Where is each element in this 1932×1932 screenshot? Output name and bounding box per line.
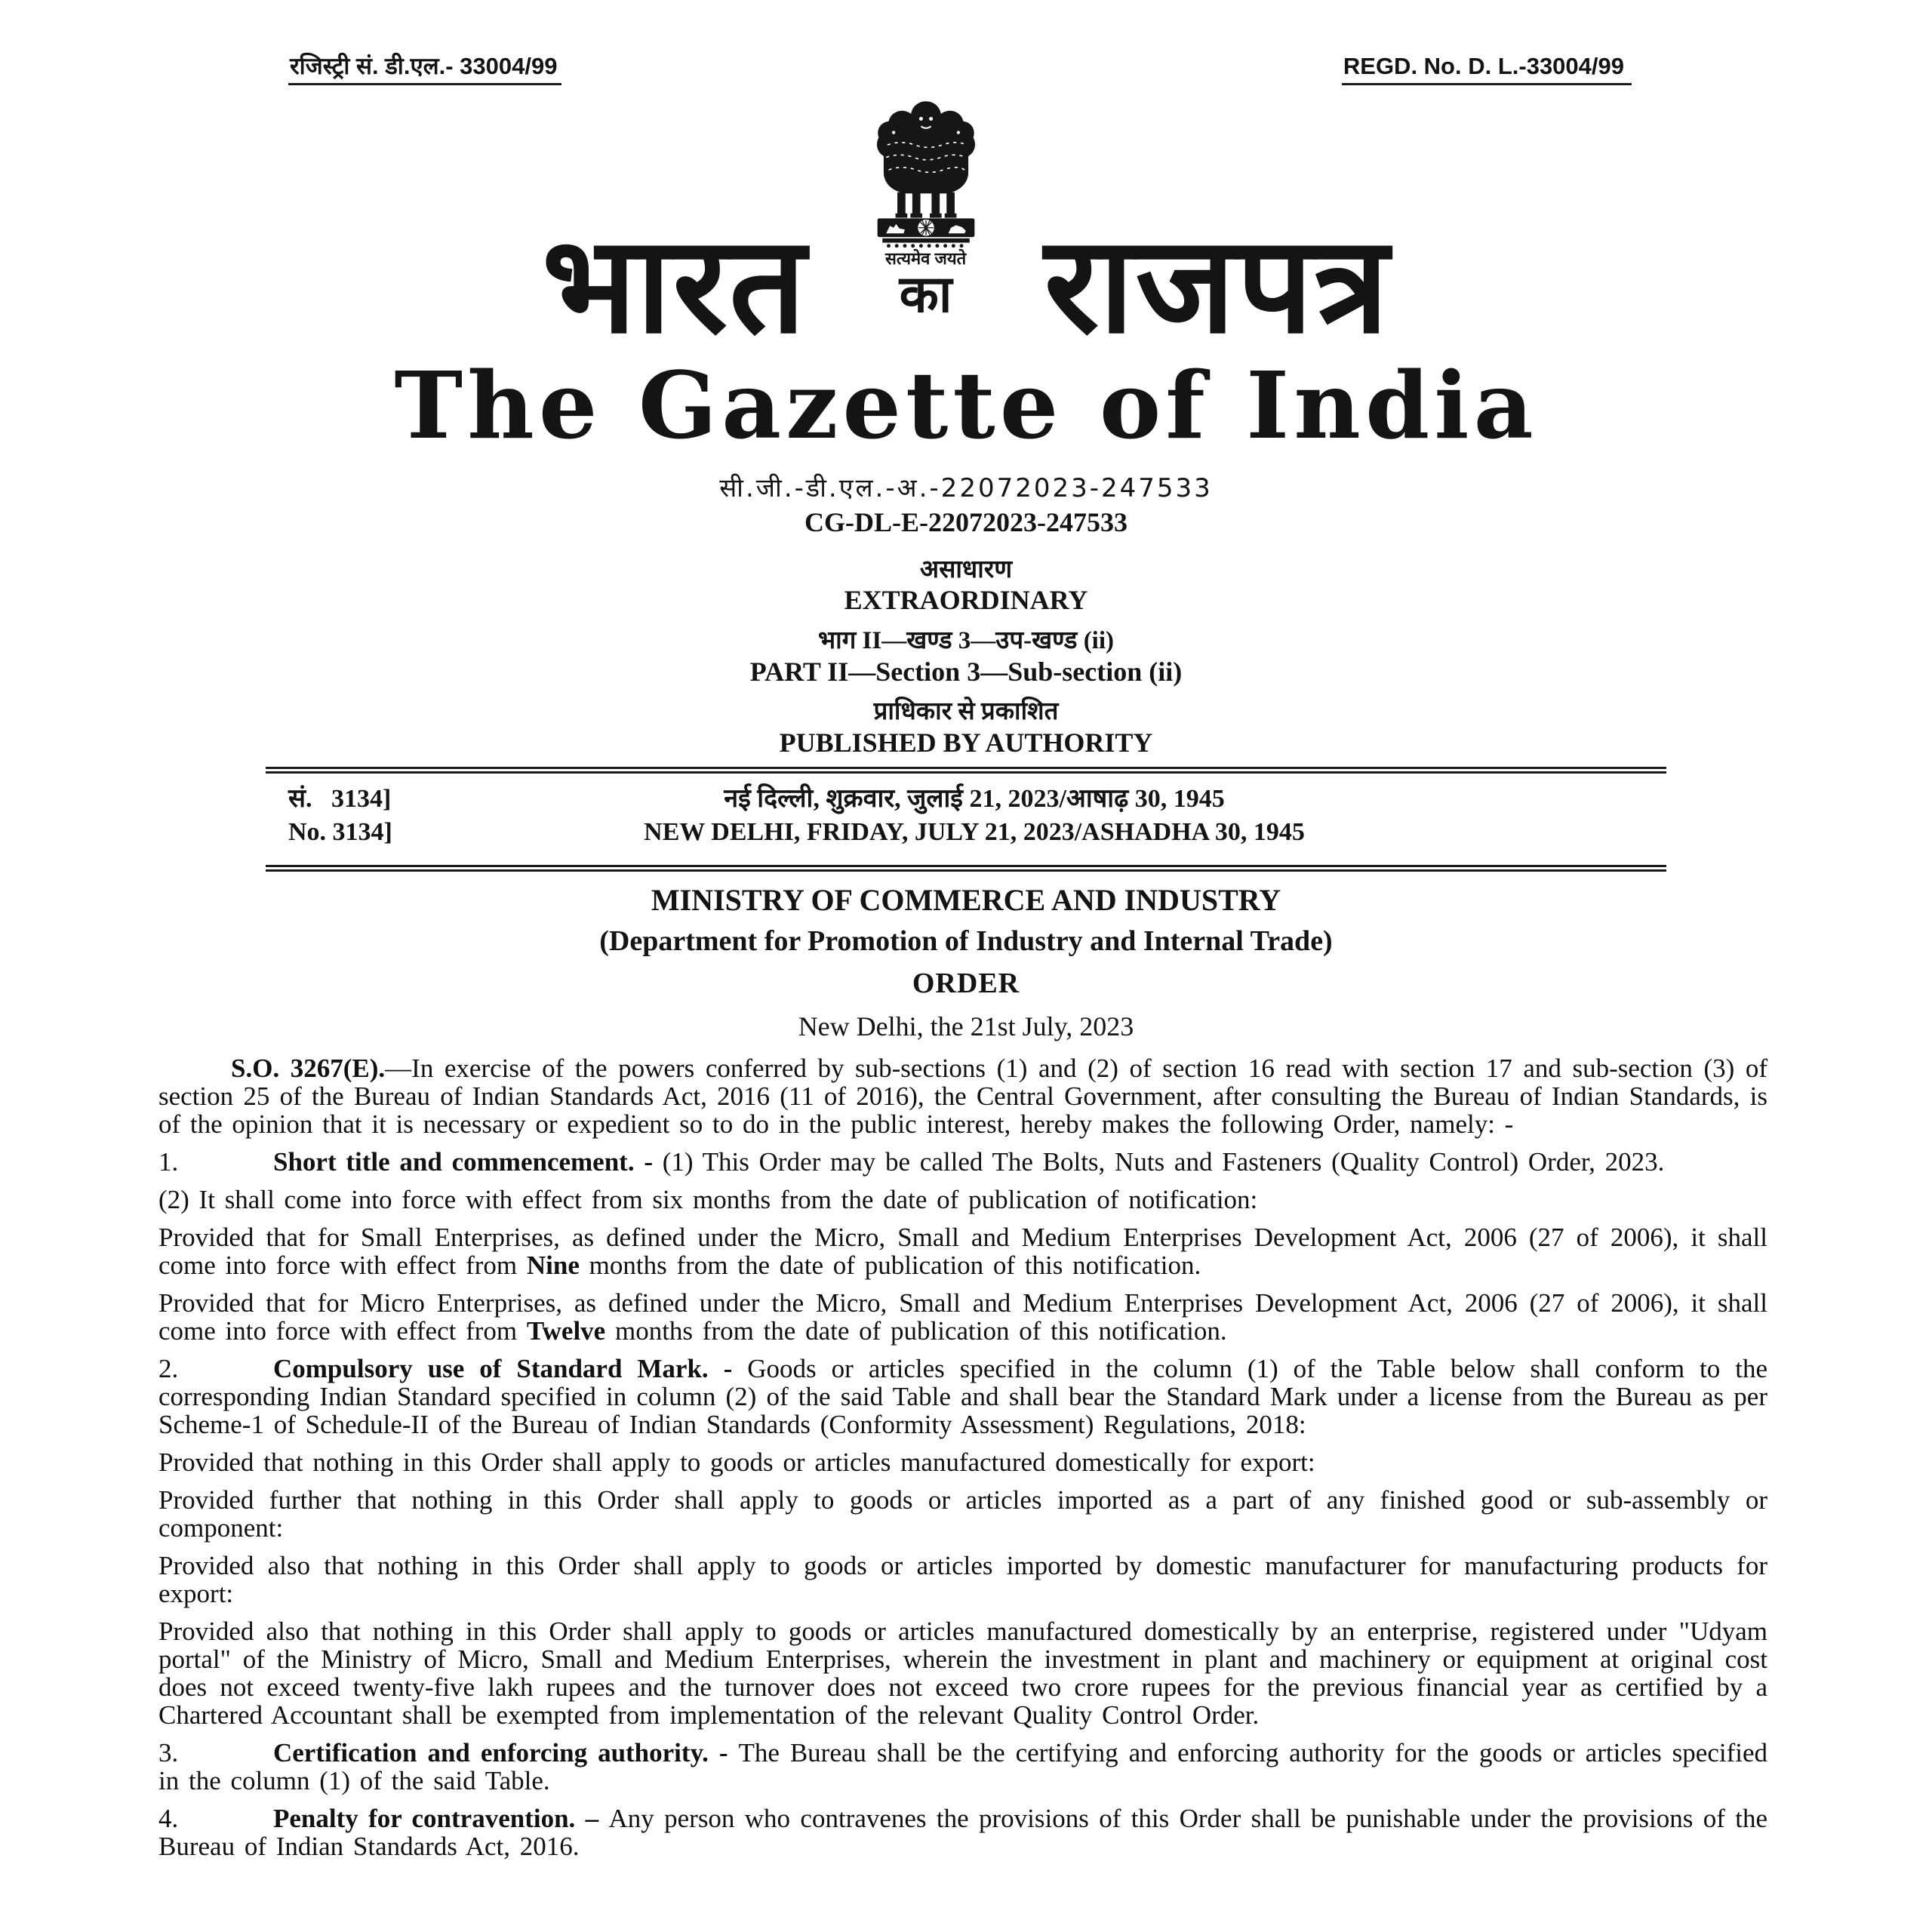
body-paragraphs [158,1054,1767,1860]
masthead-hindi-left: भारत [542,209,808,360]
paragraph-number: 4. [158,1803,179,1833]
ministry-block [0,884,1932,1041]
satyameva-jayate-motto: सत्यमेव जयते [885,248,967,268]
paragraph-number: 3. [158,1737,179,1767]
paragraph-bold-run: Penalty for contravention. – [273,1803,609,1833]
issue-row [0,774,1932,858]
paragraph-text-run: Provided also that nothing in this Order shall apply to goods or articles manufactured domestically by an enterprise, registered under "Udyam portal" of the Ministry of Micro, Small and Medium Enterprises, wherein the investment in plant and machinery or equipment at original cost does not exceed twenty-five lakh rupees and the turnover does not exceed two crore rupees for the previous financial year as certified by a Chartered Accountant shall be exempted from implementation of the relevant Quality Control Order. [158,1616,1767,1730]
lion-capital-emblem-icon [848,99,1004,248]
part-section-english: PART II—Section 3—Sub-section (ii) [749,656,1183,687]
paragraph-text-run: Provided that for Small Enterprises, as defined under the Micro, Small and Medium Enterprises Development Act, 2006 (27 of 2006), it shall come into force with effect from [158,1222,1767,1280]
registry-header-row [0,0,1932,85]
issue-date-block [537,783,1411,851]
paragraph [158,1486,1767,1542]
paragraph-text-run: (2) It shall come into force with effect from six months from the date of publication of notification: [158,1184,1258,1214]
order-place-date: New Delhi, the 21st July, 2023 [798,1011,1134,1041]
paragraph [158,1289,1767,1345]
masthead [0,99,1932,360]
issue-number-block [288,783,537,851]
paragraph [158,1448,1767,1476]
masthead-center [839,99,1013,322]
masthead-connector-ka: का [899,265,952,323]
double-rule-top [266,767,1666,774]
paragraph [158,1148,1767,1176]
paragraph-text-run: Any person who contravenes the provisions of this Order shall be punishable under the provisions of the Bureau of Indian Standards Act, 2016. [158,1803,1767,1861]
paragraph-bold-run: Certification and enforcing authority. - [273,1737,739,1767]
gazette-codes [0,473,1932,540]
paragraph [158,1355,1767,1438]
authority-hindi: प्राधिकार से प्रकाशित [873,698,1059,726]
part-section-hindi: भाग II—खण्ड 3—उप-खण्ड (ii) [817,626,1115,654]
paragraph-bold-run: Short title and commencement. - [273,1146,663,1177]
paragraph-text-run: Provided also that nothing in this Order shall apply to goods or articles imported by domestic manufacturer for manufacturing products for export: [158,1550,1767,1608]
paragraph-text-run: Goods or articles specified in the column (1) of the Table below shall conform to the corresponding Indian Standard specified in column (2) of the said Table and shall bear the Standard Mark under a license from the Bureau as per Scheme-1 of Schedule-II of the Bureau of Indian Standards (Conformity Assessment) Regulations, 2018: [158,1353,1767,1439]
paragraph-text-run: Provided further that nothing in this Order shall apply to goods or articles imported as a part of any finished good or sub-assembly or component: [158,1484,1767,1543]
gazette-code-english: CG-DL-E-22072023-247533 [804,506,1128,537]
registry-number-hindi: रजिस्ट्री सं. डी.एल.- 33004/99 [288,53,561,85]
registry-number-english: REGD. No. D. L.-33004/99 [1342,53,1632,85]
paragraph-text-run: months from the date of publication of this notification. [579,1250,1201,1280]
paragraph-text-run: The Bureau shall be the certifying and enforcing authority for the goods or articles specified in the column (1) of the said Table. [158,1737,1767,1795]
paragraph [158,1552,1767,1607]
paragraph [158,1223,1767,1279]
paragraph-bold-run: Nine [526,1250,580,1280]
order-label: ORDER [912,968,1020,1000]
gazette-english-title: The Gazette of India [394,350,1538,460]
paragraph [158,1054,1767,1138]
paragraph [158,1186,1767,1214]
paragraph-text-run: Provided that for Micro Enterprises, as defined under the Micro, Small and Medium Enterprises Development Act, 2006 (27 of 2006), it shall come into force with effect from [158,1287,1767,1346]
extraordinary-english: EXTRAORDINARY [844,585,1088,616]
paragraph [158,1739,1767,1795]
paragraph-text-run: months from the date of publication of this notification. [605,1315,1227,1346]
ministry-department: (Department for Promotion of Industry and Internal Trade) [599,925,1333,958]
issue-date-english: NEW DELHI, FRIDAY, JULY 21, 2023/ASHADHA 30, 1945 [644,818,1305,847]
paragraph-bold-run: Twelve [526,1315,606,1346]
paragraph-text-run: (1) This Order may be called The Bolts, Nuts and Fasteners (Quality Control) Order, 2023. [662,1146,1665,1177]
paragraph [158,1804,1767,1860]
double-rule-bottom [266,865,1666,872]
paragraph-number: 1. [158,1146,179,1177]
issue-number-hindi: सं. 3134] [288,784,392,813]
paragraph-text-run: —In exercise of the powers conferred by sub-sections (1) and (2) of section 16 read with section 17 and sub-section (3) of section 25 of the Bureau of Indian Standards Act, 2016 (11 of 2016), the Central Government, after consulting the Bureau of Indian Standards, is of the opinion that it is necessary or expedient so to do in the public interest, hereby makes the following Order, namely: - [158,1053,1767,1139]
extraordinary-hindi: असाधारण [919,555,1013,583]
authority-english: PUBLISHED BY AUTHORITY [779,728,1153,758]
issue-date-hindi: नई दिल्ली, शुक्रवार, जुलाई 21, 2023/आषाढ़ 30, 1945 [724,784,1225,813]
paragraph-bold-run: S.O. 3267(E). [231,1053,386,1083]
paragraph-text-run: Provided that nothing in this Order shall apply to goods or articles manufactured domestically for export: [158,1447,1315,1477]
paragraph-number: 2. [158,1353,179,1383]
masthead-hindi-right: राजपत्र [1044,209,1390,360]
edition-block [0,556,1932,759]
issue-number-english: No. 3134] [288,818,392,847]
paragraph-bold-run: Compulsory use of Standard Mark. - [273,1353,748,1383]
ministry-name: MINISTRY OF COMMERCE AND INDUSTRY [651,883,1281,918]
gazette-code-hindi: सी.जी.-डी.एल.-अ.-22072023-247533 [719,472,1213,503]
paragraph [158,1617,1767,1729]
